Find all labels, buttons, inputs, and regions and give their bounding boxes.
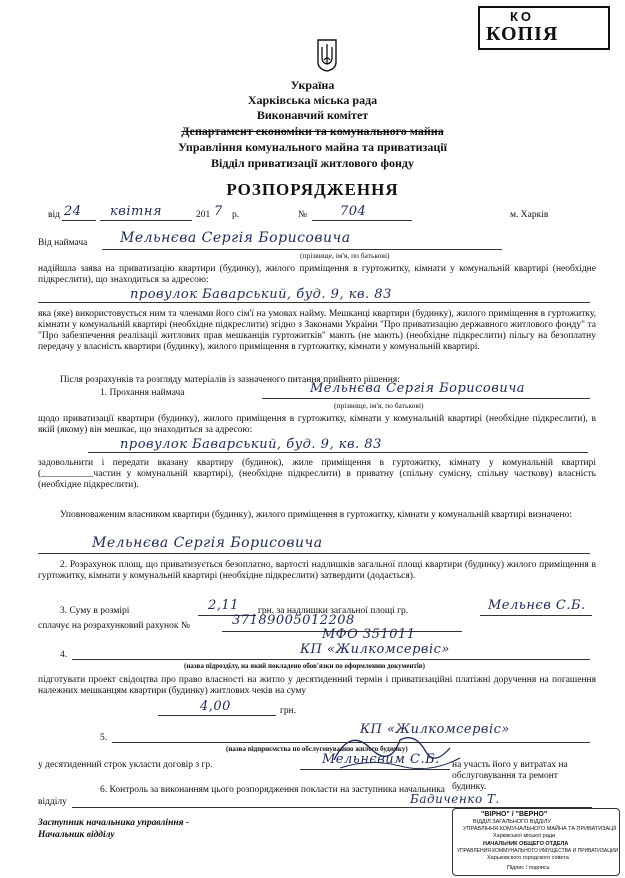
date-day: 24 (64, 204, 82, 219)
owner-handwritten: Мельнєва Сергія Борисовича (92, 535, 323, 551)
item5-hand: КП «Жилкомсервіс» (360, 722, 510, 737)
stamp-line-2: ВІДДІЛ ЗАГАЛЬНОГО ВІДДІЛУ (473, 819, 551, 825)
item3-text-a: 3. Суму в розмірі (60, 606, 130, 616)
year-prefix: 201 (196, 210, 211, 220)
certificate-sum-line (158, 715, 276, 716)
item4-hand-mfo: МФО 351011 (322, 627, 416, 642)
paragraph-contract-a: у десятиденний строк укласти договір з гр. (38, 760, 213, 770)
signature-title-1: Заступник начальника управління - (38, 818, 190, 828)
item3-account: 37189005012208 (232, 613, 355, 628)
certifying-stamp (452, 808, 620, 876)
item3-name-line (480, 615, 592, 616)
coat-of-arms-icon (316, 38, 338, 72)
applicant-name: Мельнєва Сергія Борисовича (120, 230, 351, 246)
contract-name: Мельнєвим С.Б. (322, 752, 440, 767)
item6-text: 6. Контроль за виконанням цього розпорядження покласти на заступника начальника (100, 785, 445, 795)
item6-name: Бадиченко Т. (410, 792, 500, 806)
certificate-currency: грн. (280, 706, 297, 716)
year-suffix: р. (232, 210, 240, 220)
header-office: Управління комунального майна та приватизації (178, 140, 447, 154)
date-day-line (62, 220, 96, 221)
item4-line (72, 659, 590, 660)
date-month: квітня (110, 204, 162, 219)
signature-title-2: Начальник відділу (38, 830, 115, 840)
order-number-line (312, 220, 412, 221)
stamp-line-1: "ВІРНО" / "ВЕРНО" (481, 811, 548, 818)
applicant-caption: (прізвище, ім'я, по батькові) (300, 251, 390, 260)
number-label: № (298, 210, 308, 220)
item3-name: Мельнєв С.Б. (488, 598, 586, 613)
item2-text: 2. Розрахунок площ, що приватизується безоплатно, вартості надлишків загальної площі квартири (будинку) жилого приміщення в гуртожитку, кімнати у комунальній квартирі (необхідне підкреслити) затвердити (додається). (38, 560, 596, 581)
owner-line (38, 553, 590, 554)
paragraph-rights: яка (яке) використовується ним та членами його сім'ї на умовах найму. Мешканці квартири (будинку), жилого приміщення в гуртожитку, кімнати у комунальній квартирі (необхідне підкреслити) згідно з Законами України "Про приватизацію державного житлового фонду" та "Про забезпечення реалізації житлових прав мешканців гуртожитків" мають (не мають) (необхідне підкреслити) пільгу на безоплатну передачу у власність квартири (будинку), жилого приміщення в гуртожитку, кімнати у комунальній квартирі. (38, 309, 596, 352)
address2-line (88, 452, 588, 453)
paragraph-contract-b: на участь його у витратах на обслуговування та ремонт будинку. (452, 760, 568, 792)
item4-caption: (назва підрозділу, на який покладено обов'язки по оформленню документів) (184, 662, 425, 670)
signature-scribble-icon (330, 718, 470, 778)
stamp-new-text: КОПІЯ (486, 23, 559, 45)
item3-text-c: сплачує на розрахунковий рахунок № (38, 621, 190, 631)
item1-line (262, 398, 590, 399)
paragraph-decision: Після розрахунків та розгляду матеріалів із зазначеного питання прийнято рішення: (60, 375, 400, 385)
paragraph-transfer: задовольнити і передати вказану квартиру (будинок), жиле приміщення в гуртожитку, кімнату у комунальній квартирі (___________частин у комунальній квартирі), (необхідне підкреслити) в приватну (спільну сумісну, спільну часткову) власність (необхідне підкреслити). (38, 458, 596, 490)
stamp-line-3: УПРАВЛІННЯ КОМУНАЛЬНОГО МАЙНА ТА ПРИВАТИЗАЦІЇ (463, 826, 617, 832)
address-line (38, 302, 590, 303)
stamp-line-8: Підпис / подпись (507, 865, 550, 871)
address-handwritten: провулок Баварський, буд. 9, кв. 83 (130, 287, 392, 302)
header-country: Україна (290, 78, 335, 92)
item6-text-b: відділу (38, 797, 67, 807)
item5-caption: (назва підприємства по обслуговуванню жилого будинку) (226, 745, 408, 753)
city: м. Харків (510, 210, 549, 220)
stamp-line-7: Харьковского городского совета (487, 855, 569, 861)
date-month-line (100, 220, 192, 221)
order-number: 704 (340, 204, 367, 219)
header-department: Департамент економіки та комунального майна (181, 124, 444, 138)
applicant-line (102, 249, 502, 250)
header-section: Відділ приватизації житлового фонду (211, 156, 414, 170)
item4-hand-company: КП «Жилкомсервіс» (300, 642, 450, 657)
paragraph-privatization: щодо приватизації квартири (будинку), жилого приміщення в гуртожитку, кімнати у комунальній квартирі (необхідне підкреслити), в якій (якому) він мешкає, що знаходиться за адресою: (38, 414, 596, 435)
paragraph-certificate: підготувати проект свідоцтва про право власності на житло у десятиденний термін і приватизаційні платіжні доручення на погашення належних мешканцям квартири (будинку) житлових чеків на суму (38, 675, 596, 696)
item1-caption: (прізвище, ім'я, по батькові) (334, 401, 424, 410)
stamp-line-4: Харківської міської ради (493, 833, 556, 839)
item4-label: 4. (60, 650, 68, 660)
certificate-sum: 4,00 (200, 699, 231, 714)
header-council: Харківська міська рада (247, 93, 378, 107)
copy-stamp-box (478, 6, 610, 50)
item1-label: 1. Прохання наймача (100, 388, 185, 398)
paragraph-owner: Уповноваженим власником квартири (будинку), жилого приміщення в гуртожитку, кімнати у комунальній квартирі визначено: (60, 510, 572, 520)
item1-name: Мельнєва Сергія Борисовича (310, 381, 526, 396)
item3-text-b: грн. за надлишки загальної площі гр. (258, 606, 409, 616)
date-prefix: від (48, 210, 60, 220)
document-title: РОЗПОРЯДЖЕННЯ (226, 180, 399, 199)
stamp-old-text: КО (510, 9, 535, 24)
stamp-line-6: УПРАВЛЕНИЯ КОММУНАЛЬНОГО ИМУЩЕСТВА И ПРИВАТИЗАЦИИ (457, 848, 619, 854)
paragraph-application: надійшла заява на приватизацію квартири (будинку), жилого приміщення в гуртожитку, кімнати у комунальній квартирі (необхідне підкреслити), що знаходиться за адресою: (38, 264, 596, 285)
address2-handwritten: провулок Баварський, буд. 9, кв. 83 (120, 437, 382, 452)
item5-label: 5. (100, 733, 108, 743)
applicant-label: Від наймача (38, 238, 88, 248)
item3-sum: 2,11 (208, 598, 239, 613)
header-committee: Виконавчий комітет (256, 108, 369, 122)
year-digit: 7 (214, 204, 223, 219)
stamp-line-5: НАЧАЛЬНИК ОБЩЕГО ОТДЕЛА (483, 841, 569, 847)
